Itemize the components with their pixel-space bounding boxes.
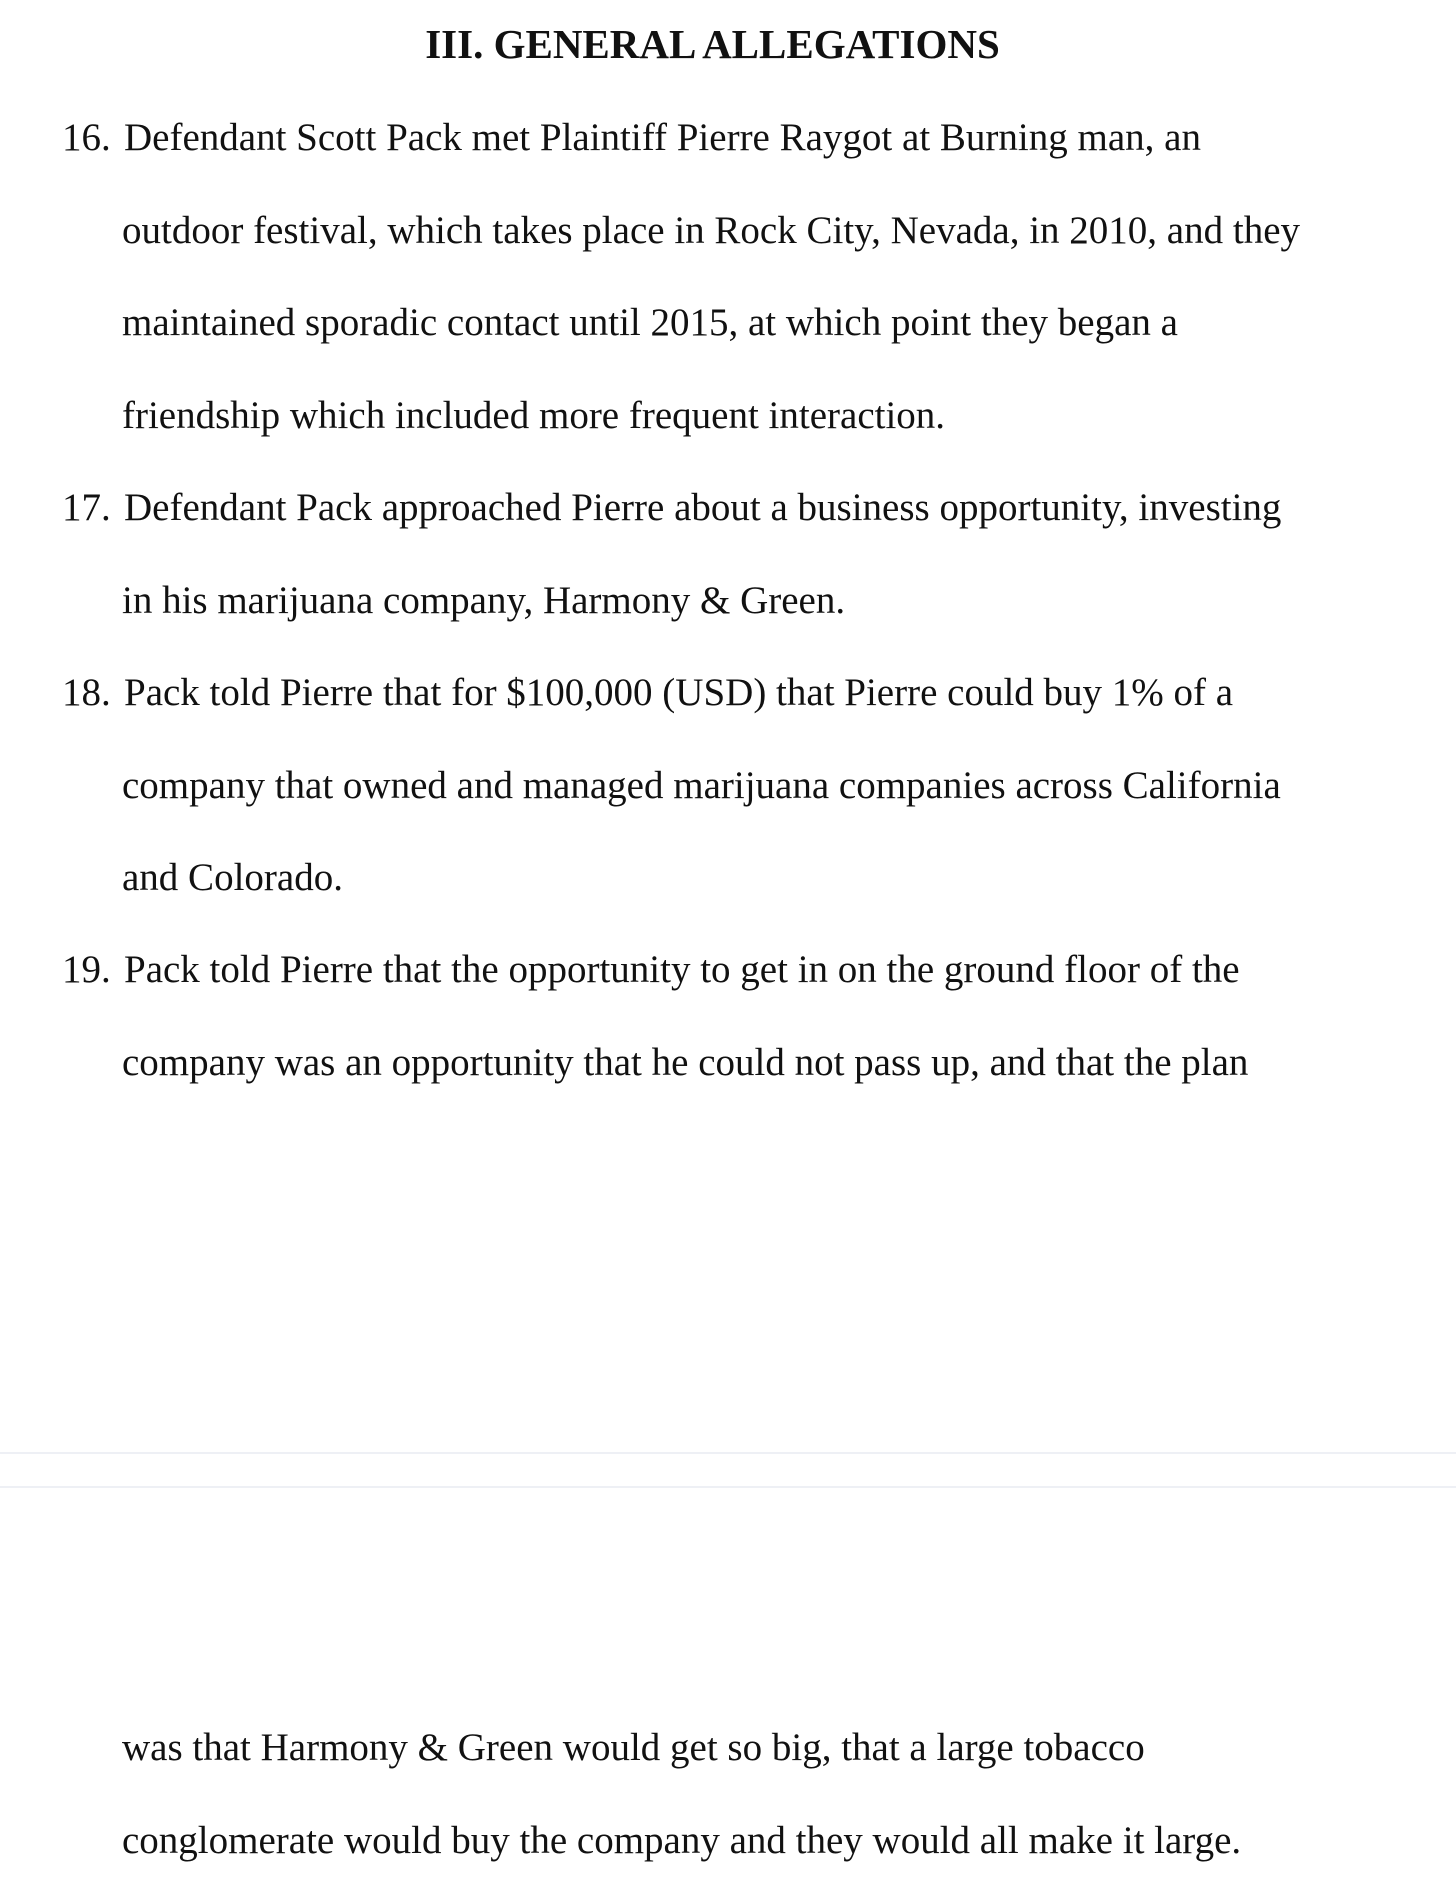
paragraph-18 — [62, 647, 1402, 925]
paragraph-line: company that owned and managed marijuana companies across California — [122, 763, 1281, 807]
paragraph-number: 18. — [62, 671, 111, 714]
paragraph-continuation-line: conglomerate would buy the company and they would all make it large. — [122, 1819, 1242, 1862]
section-heading: III. GENERAL ALLEGATIONS — [425, 21, 1000, 67]
paragraph-line: outdoor festival, which takes place in Rock City, Nevada, in 2010, and they — [122, 208, 1301, 252]
paragraph-line: Defendant Pack approached Pierre about a business opportunity, investing — [124, 486, 1282, 529]
paragraph-line: company was an opportunity that he could not pass up, and that the plan — [122, 1040, 1249, 1084]
paragraph-19 — [62, 924, 1402, 1109]
paragraph-line: friendship which included more frequent interaction. — [122, 393, 946, 437]
paragraph-number: 16. — [62, 116, 111, 159]
paragraph-line: maintained sporadic contact until 2015, at which point they began a — [122, 301, 1178, 344]
paragraph-line: in his marijuana company, Harmony & Green. — [122, 578, 846, 622]
paragraph-number: 17. — [62, 486, 111, 529]
paragraph-continuation-line: was that Harmony & Green would get so big, that a large tobacco — [122, 1726, 1145, 1769]
paragraph-line: Defendant Scott Pack met Plaintiff Pierre Raygot at Burning man, an — [124, 116, 1201, 159]
paragraph-number: 19. — [62, 948, 111, 991]
paragraph-line: and Colorado. — [122, 856, 343, 899]
paragraph-line: Pack told Pierre that the opportunity to get in on the ground floor of the — [124, 948, 1240, 991]
paragraph-17 — [62, 462, 1402, 647]
page-break — [0, 1452, 1456, 1488]
paragraph-16 — [62, 92, 1402, 462]
paragraph-line: Pack told Pierre that for $100,000 (USD) that Pierre could buy 1% of a — [124, 671, 1234, 714]
